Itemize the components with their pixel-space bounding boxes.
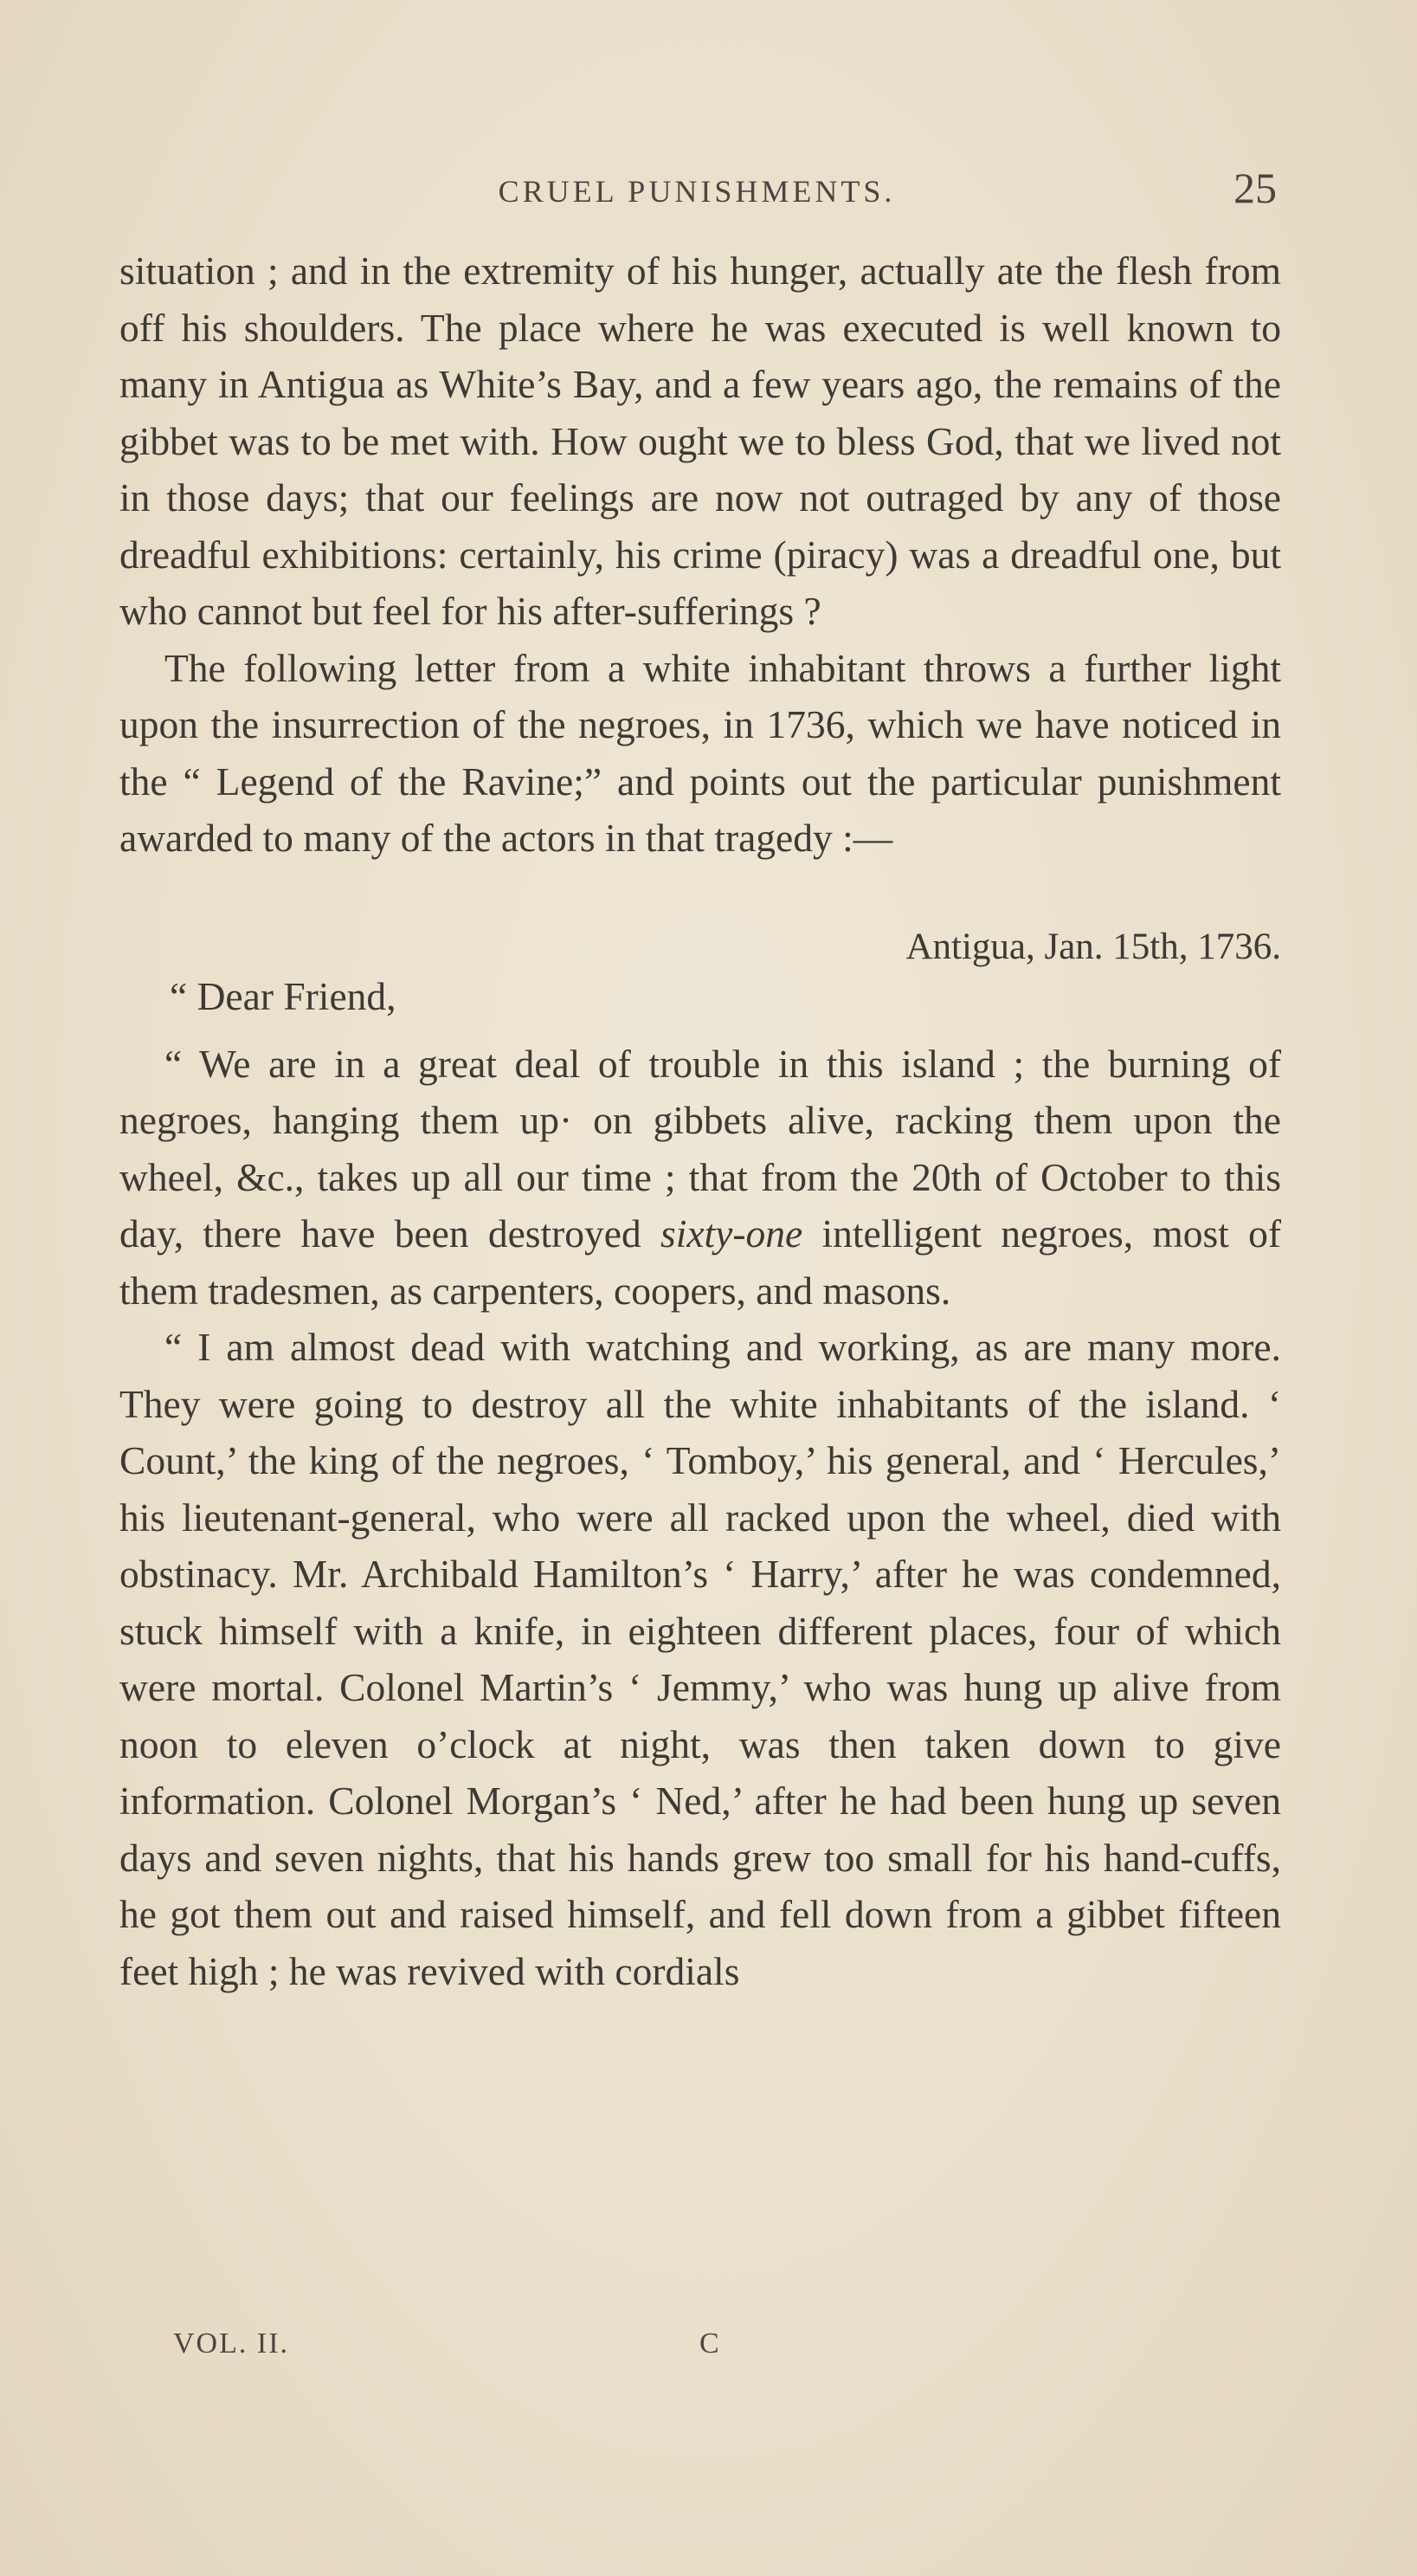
page-number: 25 (1233, 164, 1277, 212)
paragraph-3-text-end: intelligent negroes, most of them tradesmen, as carpenters, coopers, and masons. (119, 1211, 1281, 1313)
paragraph-3-text-start: “ We are in a great deal of trouble in this island ; the burning of negroes, hanging them up· on gibbets alive, racking them upon the wheel, &c., takes up all our time ; that from the 20th of October to this day, there have been destroyed (119, 1041, 1281, 1256)
paragraph-3-italic: sixty-one (660, 1211, 803, 1256)
running-head: CRUEL PUNISHMENTS. (498, 174, 896, 209)
paragraph-1: situation ; and in the extremity of his hunger, actually ate the flesh from off his shoulders. The place where he was executed is well known to many in Antigua as White’s Bay, and a few years ago, the remains of the gibbet was to be met with. How ought we to bless God, that we lived not in those days; that our feelings are now not outraged by any of those dreadful exhibitions: certainly, his crime (piracy) was a dreadful one, but who cannot but feel for his after-sufferings ? (119, 249, 1281, 633)
page-header (117, 163, 1277, 223)
page-footer (173, 2327, 779, 2371)
paragraph-4: “ I am almost dead with watching and working, as are many more. They were going to destroy all the white inhabitants of the island. ‘ Count,’ the king of the negroes, ‘ Tomboy,’ his general, and ‘ Hercules,’ his lieutenant-general, who were all racked upon the wheel, died with obstinacy. Mr. Archibald Hamilton’s ‘ Harry,’ after he was condemned, stuck himself with a knife, in eighteen different places, four of which were mortal. Colonel Martin’s ‘ Jemmy,’ who was hung up alive from noon to eleven o’clock at night, was then taken down to give information. Colonel Morgan’s ‘ Ned,’ after he had been hung up seven days and seven nights, that his hands grew too small for his hand-cuffs, he got them out and raised himself, and fell down from a gibbet fifteen feet high ; he was revived with cordials (119, 1325, 1281, 1993)
paragraph-2: The following letter from a white inhabitant throws a further light upon the insurrection of the negroes, in 1736, which we have noticed in the “ Legend of the Ravine;” and points out the particular punishment awarded to many of the actors in that tragedy :— (119, 645, 1281, 860)
letter-dateline: Antigua, Jan. 15th, 1736. (905, 926, 1281, 967)
body-text (119, 242, 1281, 1999)
signature-mark: C (699, 2327, 721, 2360)
letter-salutation: “ Dear Friend, (170, 974, 396, 1018)
paragraph-3 (119, 1036, 1281, 1320)
volume-mark: VOL. II. (173, 2327, 290, 2360)
